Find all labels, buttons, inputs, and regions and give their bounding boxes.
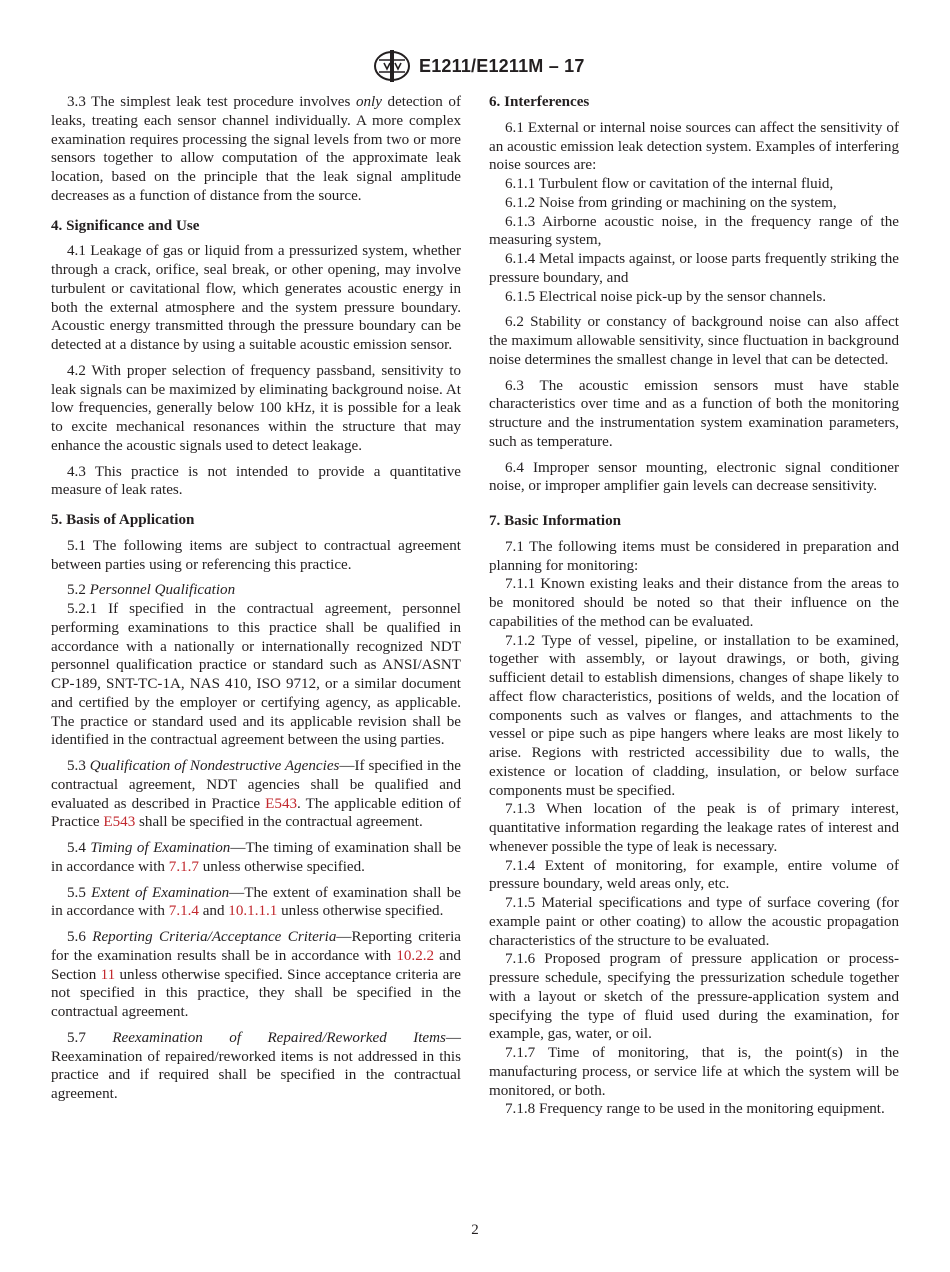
para-7-1-3: 7.1.3 When location of the peak is of primary interest, quantitative information regarding the leakage rates of interest and whenever possible the type of leak is necessary. [489,801,899,855]
para-5-4: 5.4 Timing of Examination—The timing of examination shall be in accordance with 7.1.7 unless otherwise specified. [51,840,461,875]
para-5-2-1: 5.2.1 If specified in the contractual agreement, personnel performing examinations to this practice shall be qualified in accordance with a nationally or internationally recognized NDT personnel qualification practice or standard such as ANSI/ASNT CP-189, SNT-TC-1A, NAS 410, ISO 9712, or a similar document and certified by the employer or certifying agency, as applicable. The practice or standard used and its applicable revision shall be identified in the contractual agreement between the using parties. [51,601,461,749]
ref-e543-link[interactable]: E543 [265,795,298,812]
left-column [51,93,461,1111]
para-6-1-2: 6.1.2 Noise from grinding or machining on the system, [505,194,837,211]
page-header [0,48,950,88]
para-5-5: 5.5 Extent of Examination—The extent of examination shall be in accordance with 7.1.4 and 10.1.1.1 unless otherwise specified. [51,884,461,920]
para-5-1: 5.1 The following items are subject to contractual agreement between parties using or referencing this practice. [51,537,461,573]
para-7-1-7: 7.1.7 Time of monitoring, that is, the point(s) in the manufacturing process, or service life at which the system will be monitored, or both. [489,1045,899,1099]
section-heading-5: 5. Basis of Application [51,512,195,528]
para-6-4: 6.4 Improper sensor mounting, electronic signal conditioner noise, or improper amplifier gain levels can decrease sensitivity. [489,459,899,495]
page-number: 2 [471,1222,479,1238]
ref-7-1-4-link[interactable]: 7.1.4 [168,903,199,920]
right-column [489,93,899,1119]
para-6-1-3: 6.1.3 Airborne acoustic noise, in the frequency range of the measuring system, [489,213,899,249]
para-7-1-4: 7.1.4 Extent of monitoring, for example, entire volume of pressure boundary, weld areas only, etc. [489,857,899,893]
section-heading-6: 6. Interferences [489,94,590,110]
section-heading-7: 7. Basic Information [489,513,622,529]
para-5-7: 5.7 Reexamination of Repaired/Reworked Items—Reexamination of repaired/reworked items is not addressed in this practice and if required shall be specified in the contractual agreement. [51,1029,461,1102]
astm-logo-icon [373,50,411,82]
para-6-1-1: 6.1.1 Turbulent flow or cavitation of the internal fluid, [505,176,834,192]
para-4-2: 4.2 With proper selection of frequency passband, sensitivity to leak signals can be maximized by eliminating background noise. At low frequencies, generally below 100 kHz, it is possible for a leak to excite mechanical resonances within the structure that may enhance the acoustic signals used to detect leakage. [51,362,461,454]
para-7-1: 7.1 The following items must be considered in preparation and planning for monitoring: [489,538,899,574]
para-6-3: 6.3 The acoustic emission sensors must have stable characteristics over time and as a function of both the monitoring structure and the instrumentation system examination parameters, such as temperature. [489,377,899,450]
standard-designation: E1211/E1211M – 17 [419,56,585,76]
para-6-1-5: 6.1.5 Electrical noise pick-up by the sensor channels. [505,288,827,305]
para-3-3: 3.3 The simplest leak test procedure involves only detection of leaks, treating each sensor channel individually. A more complex examination requires processing the signal levels from two or more sensors together to allow computation of the approximate leak location, based on the principle that the leak signal amplitude decreases as a function of distance from the source. [51,94,461,204]
ref-section-11-link[interactable]: 11 [100,966,116,983]
ref-10-1-1-1-link[interactable]: 10.1.1.1 [228,903,278,920]
para-4-3: 4.3 This practice is not intended to provide a quantitative measure of leak rates. [51,463,461,499]
ref-10-2-2-link[interactable]: 10.2.2 [396,947,435,964]
para-6-1: 6.1 External or internal noise sources can affect the sensitivity of an acoustic emission leak detection system. Examples of interfering noise sources are: [489,119,899,174]
para-7-1-1: 7.1.1 Known existing leaks and their distance from the areas to be monitored should be noted so that their influence on the capabilities of the method can be evaluated. [489,576,899,630]
para-7-1-8: 7.1.8 Frequency range to be used in the monitoring equipment. [505,1101,885,1118]
para-7-1-6: 7.1.6 Proposed program of pressure application or process-pressure schedule, specifying the pressurization schedule together with a layout or sketch of the pressure-application system and specifying the type of fluid used during the examination, for example, gas, water, or oil. [489,951,899,1043]
ref-7-1-7-link[interactable]: 7.1.7 [168,858,199,875]
para-5-6: 5.6 Reporting Criteria/Acceptance Criteria—Reporting criteria for the examination results shall be in accordance with 10.2.2 and Section 11 unless otherwise specified. Since acceptance criteria are not specified in this practice, they shall be specified in the contractual agreement. [51,929,461,1020]
para-5-3: 5.3 Qualification of Nondestructive Agencies—If specified in the contractual agreement, NDT agencies shall be qualified and evaluated as described in Practice E543. The applicable edition of Practice E543 shall be specified in the contractual agreement. [51,758,461,831]
para-7-1-2: 7.1.2 Type of vessel, pipeline, or installation to be examined, together with assembly, or layout drawings, or both, giving sufficient detail to establish dimensions, changes of shape likely to affect flow characteristics, positions of welds, and the location of components such as valves or flanges, and attachments to the vessel or pipe such as pipe hangers where leaks are most likely to arise. Regions with restricted accessibility due to walls, the existence or location of cladding, insulation, or below surface components must be specified. [489,632,899,799]
para-4-1: 4.1 Leakage of gas or liquid from a pressurized system, whether through a crack, orifice, seal break, or other opening, may involve turbulent or cavitational flow, which generates acoustic energy in both the external atmosphere and the system pressure boundary. Acoustic energy transmitted through the pressure boundary can be detected at a distance by using a suitable acoustic emission sensor. [51,243,461,353]
para-7-1-5: 7.1.5 Material specifications and type of surface covering (for example paint or other coating) to allow the acoustic propagation characteristics of the structure to be evaluated. [489,895,899,949]
ref-e543-link[interactable]: E543 [103,814,136,831]
section-heading-4: 4. Significance and Use [51,217,200,234]
para-6-2: 6.2 Stability or constancy of background noise can also affect the maximum allowable sensitivity, since fluctuation in background noise determines the smallest change in level that can be detected. [489,314,899,368]
para-6-1-4: 6.1.4 Metal impacts against, or loose parts frequently striking the pressure boundary, and [489,251,899,286]
para-5-2: 5.2 Personnel Qualification [67,582,236,599]
